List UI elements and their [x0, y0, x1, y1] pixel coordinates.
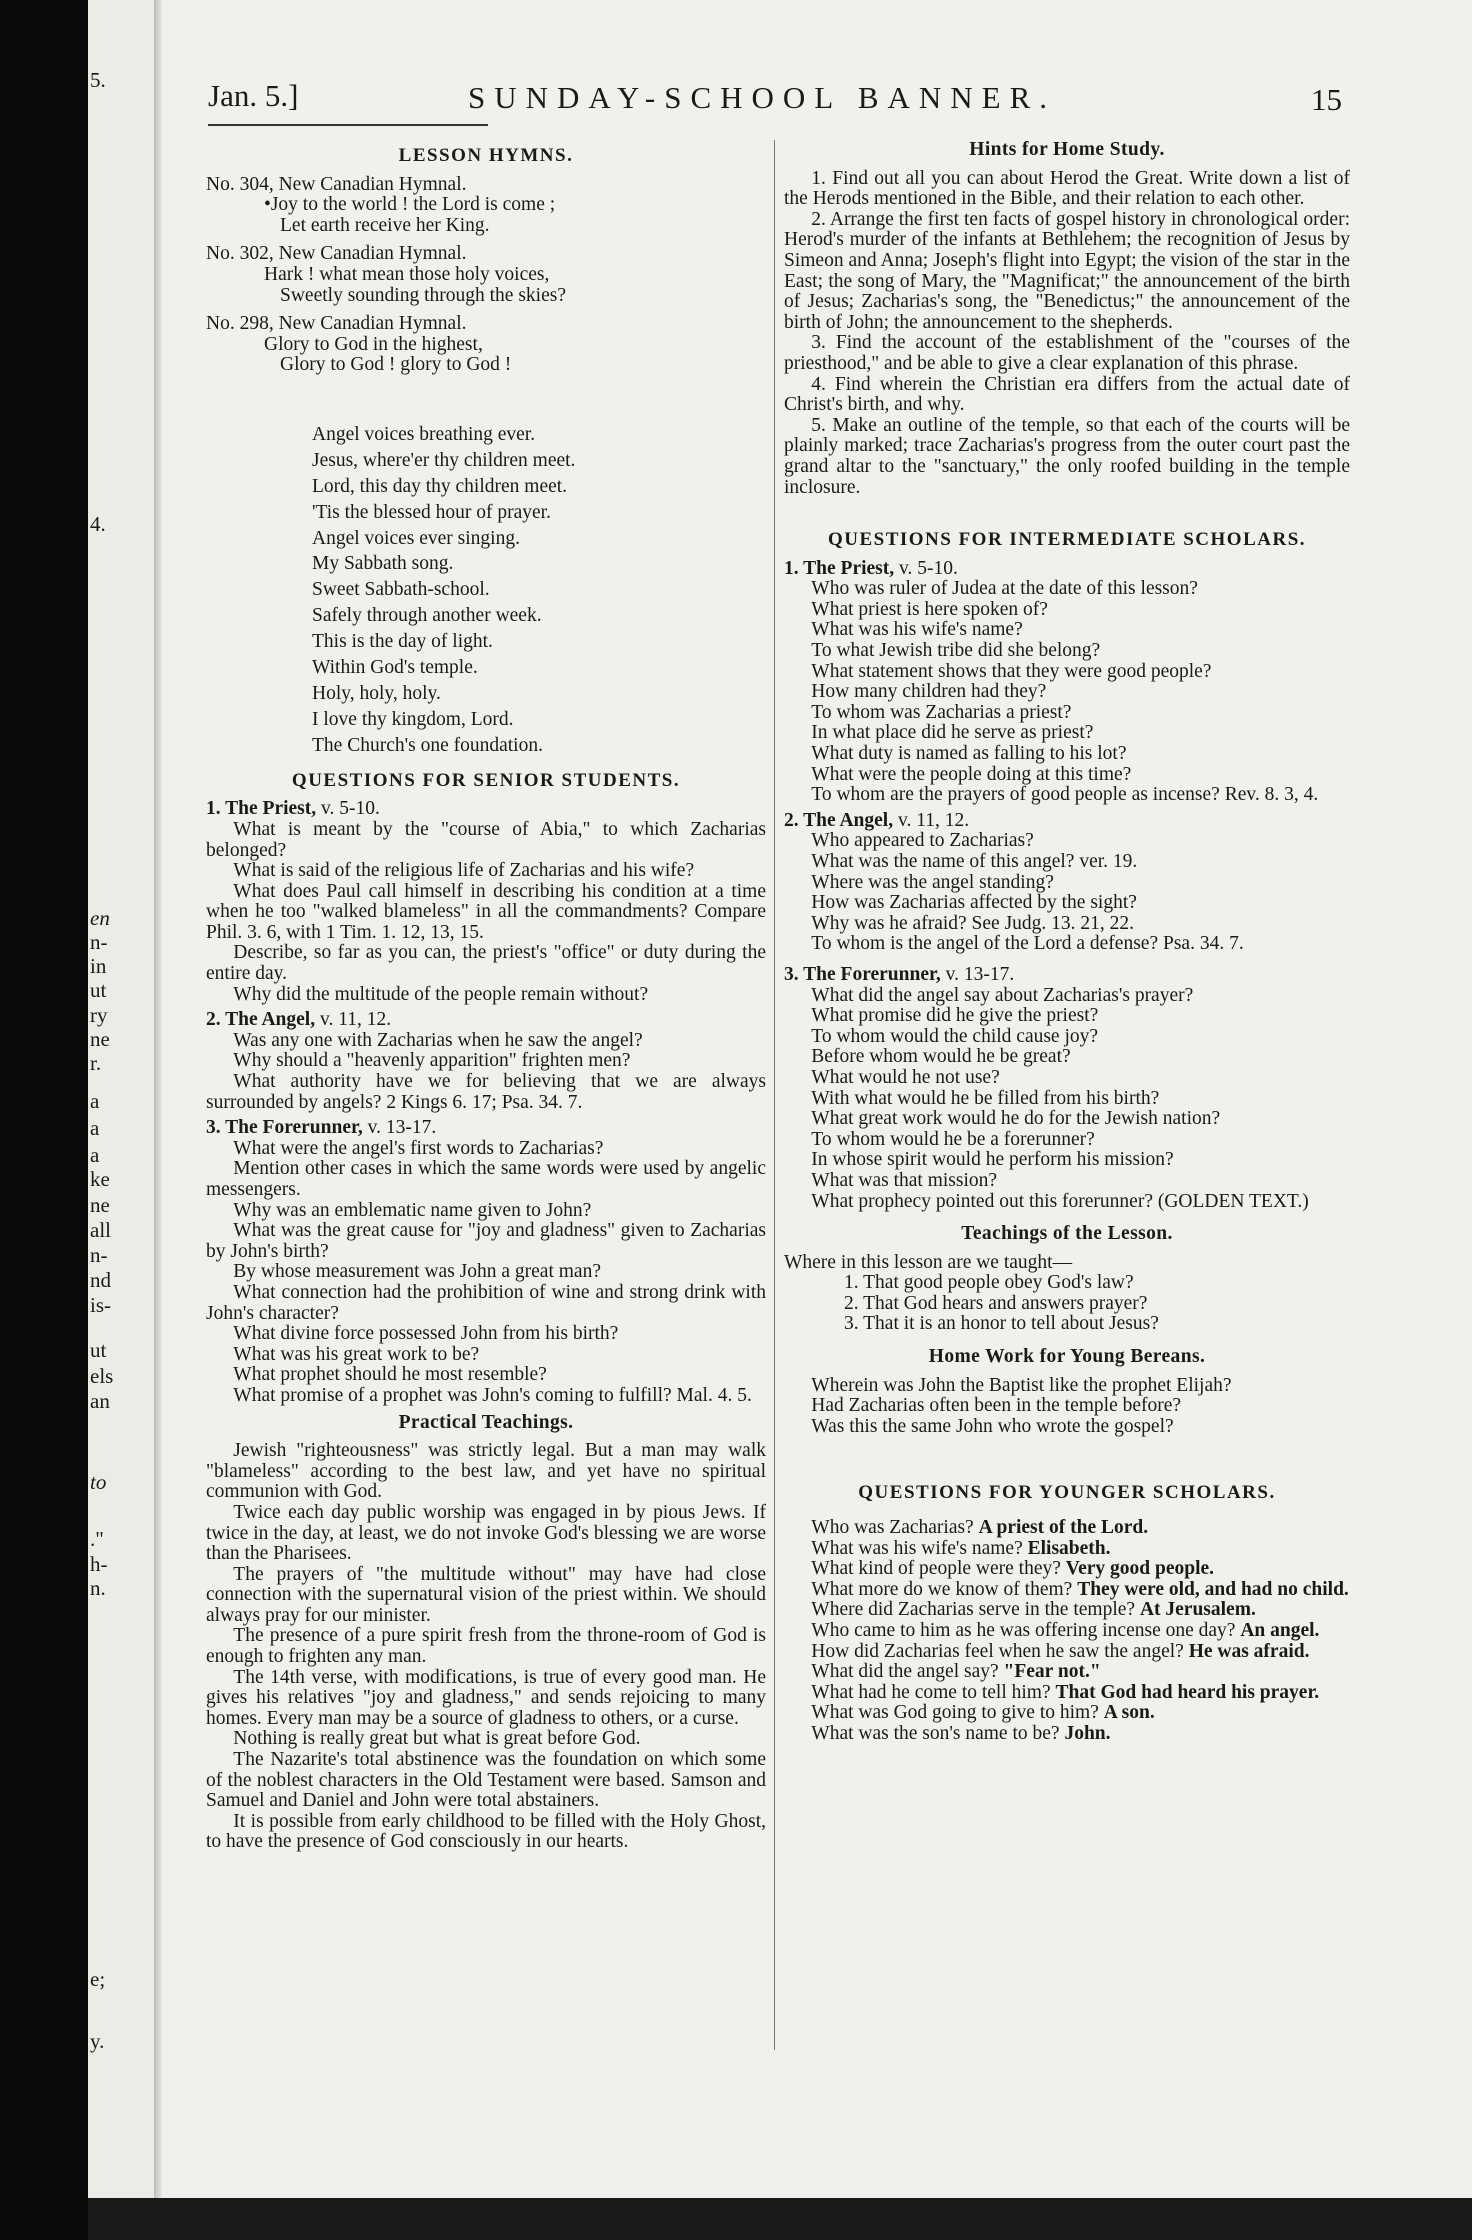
question: How many children had they? [811, 681, 1047, 703]
section-heading [784, 965, 1350, 986]
header-rule [208, 124, 488, 126]
paragraph: 1. Find out all you can about Herod the Great. Write down a list of the Herods mentioned in the Bible, and their relation to each other. [784, 167, 1350, 210]
section-title: The Forerunner, [803, 963, 941, 985]
senior-heading: QUESTIONS FOR SENIOR STUDENTS. [291, 769, 681, 791]
hymn-entry [206, 244, 766, 306]
qa-item [784, 1683, 1350, 1704]
teachings-intro: Where in this lesson are we taught— [784, 1251, 1073, 1273]
right-column [784, 140, 1350, 1745]
section-number: 1. [784, 557, 799, 579]
prev-page-text-fragment: an [90, 1389, 110, 1413]
question: To whom would the child cause joy? [811, 1025, 1099, 1047]
section-verse: v. 11, 12. [319, 1009, 392, 1031]
qa-question: How did Zacharias feel when he saw the angel? [811, 1640, 1184, 1662]
paragraph: Jewish "righteousness" was strictly legal. But a man may walk "blameless" according to the best law, and yet have no spiritual communion with God. [206, 1440, 766, 1503]
question: What connection had the prohibition of wine and strong drink with John's character? [206, 1281, 766, 1324]
hymn-entry [206, 175, 766, 237]
page-sheet [88, 0, 1472, 2240]
prev-page-text-fragment: a [90, 1116, 100, 1140]
qa-answer: He was afraid. [1188, 1640, 1310, 1662]
poem-line: Within God's temple. [312, 657, 478, 679]
poem-line: My Sabbath song. [312, 553, 454, 575]
prev-page-text-fragment: en [90, 906, 110, 930]
qa-item [784, 1518, 1350, 1539]
qa-answer: That God had heard his prayer. [1055, 1681, 1320, 1703]
paragraph: Nothing is really great but what is great before God. [233, 1728, 641, 1750]
left-column [206, 140, 766, 1853]
question: What priest is here spoken of? [811, 598, 1048, 620]
question: In whose spirit would he perform his mission? [811, 1149, 1174, 1171]
question: To whom was Zacharias a priest? [811, 701, 1072, 723]
qa-item [784, 1621, 1350, 1642]
hymn-line: •Joy to the world ! the Lord is come ; [264, 194, 556, 216]
question: What duty is named as falling to his lot? [811, 743, 1127, 765]
section-number: 3. [206, 1117, 221, 1139]
qa-question: Who was Zacharias? [811, 1517, 974, 1539]
prev-page-text-fragment: ne [90, 1193, 110, 1217]
question: To whom would he be a forerunner? [811, 1128, 1095, 1150]
paragraph: The presence of a pure spirit fresh from the throne-room of God is enough to frighten any man. [206, 1625, 766, 1668]
poem-line: Angel voices ever singing. [312, 527, 520, 549]
qa-answer: They were old, and had no child. [1077, 1578, 1349, 1600]
question: With what would he be filled from his birth? [811, 1087, 1160, 1109]
bereans-heading: Home Work for Young Bereans. [928, 1346, 1206, 1368]
qa-question: What was God going to give to him? [811, 1702, 1099, 1724]
question: Before whom would he be great? [811, 1046, 1071, 1068]
question: What statement shows that they were good people? [811, 660, 1212, 682]
poem-list [312, 422, 766, 759]
section-heading [784, 811, 1350, 832]
section-verse: v. 5-10. [321, 798, 380, 820]
question: By whose measurement was John a great man? [233, 1261, 601, 1283]
section-verse: v. 13-17. [367, 1117, 437, 1139]
hymn-line: Let earth receive her King. [280, 214, 490, 236]
poem-line: Holy, holy, holy. [312, 683, 441, 704]
paragraph: 5. Make an outline of the temple, so that each of the courts will be plainly marked; trace Zacharias's progress from the outer court past the grand altar to the "sanctuary," the only roofed building in the temple inclosure. [784, 414, 1350, 498]
qa-item [784, 1539, 1350, 1560]
question: Was this the same John who wrote the gospel? [811, 1415, 1174, 1437]
intermediate-heading: QUESTIONS FOR INTERMEDIATE SCHOLARS. [827, 529, 1307, 551]
prev-page-text-fragment: a [90, 1089, 100, 1113]
qa-answer: Elisabeth. [1027, 1537, 1111, 1559]
publication-title: SUNDAY-SCHOOL BANNER. [468, 80, 1057, 115]
prev-page-text-fragment: nd [90, 1268, 111, 1292]
paragraph: 2. Arrange the first ten facts of gospel history in chronological order: Herod's murder of the infants at Bethlehem; the recognition of Jesus by Simeon and Anna; Joseph's flight into Egypt; the vision of the star in the East; the song of Mary, the "Magnificat;" the announcement of the birth of Jesus; Zacharias's song, the "Benedictus;" the announcement of the birth of John; the announcement to the shepherds. [784, 208, 1350, 333]
qa-answer: A son. [1103, 1702, 1155, 1724]
question: What did the angel say about Zacharias's prayer? [811, 984, 1194, 1006]
section-heading [784, 559, 1350, 580]
question: Mention other cases in which the same words were used by angelic messengers. [206, 1158, 766, 1200]
qa-answer: A priest of the Lord. [978, 1517, 1149, 1539]
question: Where was the angel standing? [811, 871, 1054, 893]
scan-bottom-edge [88, 2198, 1472, 2240]
question: What prophet should he most resemble? [233, 1364, 547, 1386]
paragraph: 4. Find wherein the Christian era differs from the actual date of Christ's birth, and why. [784, 373, 1350, 416]
question: What is said of the religious life of Zacharias and his wife? [233, 860, 695, 882]
prev-page-text-fragment: els [90, 1364, 114, 1388]
question: Why was an emblematic name given to John? [233, 1199, 592, 1221]
qa-question: What had he come to tell him? [811, 1681, 1051, 1703]
question: Why did the multitude of the people remain without? [233, 983, 649, 1005]
qa-answer: Very good people. [1065, 1558, 1215, 1580]
prev-page-text-fragment: y. [90, 2029, 105, 2053]
prev-page-text-fragment: ke [90, 1167, 110, 1191]
paragraph: The 14th verse, with modifications, is true of every good man. He gives his relatives "joy and gladness," and sends rejoicing to many homes. Every man may be a source of gladness to others, or a curse. [206, 1666, 766, 1729]
prev-page-text-fragment: ." [90, 1527, 104, 1551]
prev-page-text-fragment: in [90, 954, 107, 978]
qa-answer: John. [1064, 1722, 1111, 1744]
qa-question: What more do we know of them? [811, 1578, 1073, 1600]
section-heading [206, 799, 766, 820]
question: How was Zacharias affected by the sight? [811, 892, 1137, 914]
qa-answer: "Fear not." [1003, 1661, 1101, 1683]
question: What promise of a prophet was John's coming to fulfill? Mal. 4. 5. [233, 1384, 752, 1406]
poem-line: I love thy kingdom, Lord. [312, 708, 514, 730]
question: What were the people doing at this time? [811, 763, 1132, 785]
prev-page-text-fragment: r. [90, 1051, 102, 1075]
prev-page-text-fragment: n- [90, 930, 108, 954]
question: Was any one with Zacharias when he saw the angel? [233, 1029, 643, 1051]
prev-page-text-fragment: n. [90, 1576, 106, 1600]
section-verse: v. 11, 12. [897, 809, 970, 831]
poem-line: Sweet Sabbath-school. [312, 579, 490, 601]
question: Who appeared to Zacharias? [811, 830, 1034, 852]
qa-item [784, 1559, 1350, 1580]
prev-page-text-fragment: all [90, 1218, 111, 1242]
poem-line: Angel voices breathing ever. [312, 423, 536, 445]
section-verse: v. 5-10. [899, 557, 958, 579]
list-item: 1. That good people obey God's law? [844, 1272, 1134, 1294]
lesson-hymns-heading: LESSON HYMNS. [398, 145, 574, 166]
qa-question: Where did Zacharias serve in the temple? [811, 1599, 1136, 1621]
hymn-line: Glory to God in the highest, [264, 333, 483, 355]
section-title: The Angel, [225, 1009, 316, 1031]
section-heading [206, 1010, 766, 1031]
section-title: The Priest, [225, 798, 317, 820]
hymn-line: Glory to God ! glory to God ! [280, 354, 512, 376]
section-title: The Priest, [803, 557, 895, 579]
paragraph: Twice each day public worship was engaged in by pious Jews. If twice in the day, at least, we do not invoke God's blessing we are worse than the Pharisees. [206, 1501, 766, 1565]
section-title: The Angel, [803, 809, 894, 831]
question: To whom is the angel of the Lord a defense? Psa. 34. 7. [811, 933, 1244, 955]
section-heading [206, 1118, 766, 1139]
question: Had Zacharias often been in the temple before? [811, 1395, 1182, 1417]
poem-line: Lord, this day thy children meet. [312, 475, 568, 497]
prev-page-text-fragment: e; [90, 1967, 106, 1991]
question: What does Paul call himself in describing his condition at a time when he too "walked blameless" in all the commandments? Compare Phil. 3. 6, with 1 Tim. 1. 12, 13, 15. [206, 880, 766, 943]
question: What were the angel's first words to Zacharias? [233, 1137, 604, 1159]
question: What prophecy pointed out this forerunner? (GOLDEN TEXT.) [811, 1190, 1309, 1212]
prev-page-text-fragment: ry [90, 1003, 108, 1027]
hints-heading: Hints for Home Study. [969, 139, 1165, 160]
paragraph: The prayers of "the multitude without" may have had close connection with the supernatural vision of the priest within. We should always pray for our minister. [206, 1563, 766, 1626]
prev-page-text-fragment: 5. [90, 68, 106, 92]
hymn-entry [206, 314, 766, 376]
paragraph: 3. Find the account of the establishment of the "courses of the priesthood," and be able to give a clear explanation of this phrase. [784, 332, 1350, 374]
prev-page-text-fragment: 4. [90, 512, 106, 536]
practical-teachings-heading: Practical Teachings. [398, 1411, 574, 1433]
qa-item [784, 1580, 1350, 1601]
section-number: 2. [206, 1009, 221, 1031]
prev-page-text-fragment: h- [90, 1552, 108, 1576]
qa-item [784, 1600, 1350, 1621]
qa-answer: At Jerusalem. [1139, 1599, 1256, 1621]
question: What great work would he do for the Jewish nation? [811, 1108, 1221, 1130]
poem-line: Safely through another week. [312, 605, 542, 627]
previous-page-strip [88, 0, 154, 2198]
prev-page-text-fragment: ut [90, 978, 107, 1002]
list-item: 2. That God hears and answers prayer? [844, 1292, 1148, 1314]
running-header [208, 78, 1368, 122]
qa-question: What did the angel say? [811, 1661, 999, 1683]
prev-page-text-fragment: n- [90, 1243, 108, 1267]
poem-line: Jesus, where'er thy children meet. [312, 449, 576, 471]
page-fold [154, 0, 162, 2198]
question: What divine force possessed John from his birth? [233, 1323, 619, 1345]
column-divider [774, 140, 775, 2050]
issue-date: Jan. 5.] [208, 78, 299, 113]
question: Wherein was John the Baptist like the prophet Elijah? [811, 1374, 1232, 1396]
question: What was his great work to be? [233, 1343, 480, 1365]
list-item: 3. That it is an honor to tell about Jesus? [844, 1313, 1159, 1335]
teachings-list [844, 1273, 1350, 1335]
question: To whom are the prayers of good people as incense? Rev. 8. 3, 4. [811, 784, 1319, 806]
question: What was his wife's name? [811, 619, 1023, 641]
poem-line: The Church's one foundation. [312, 734, 543, 756]
prev-page-text-fragment: to [90, 1470, 107, 1494]
section-number: 2. [784, 809, 799, 831]
poem-line: 'Tis the blessed hour of prayer. [312, 501, 551, 523]
qa-item [784, 1703, 1350, 1724]
poem-line: This is the day of light. [312, 631, 493, 653]
prev-page-text-fragment: is- [90, 1293, 111, 1317]
section-title: The Forerunner, [225, 1117, 363, 1139]
question: What is meant by the "course of Abia," to which Zacharias belonged? [206, 818, 766, 861]
younger-heading: QUESTIONS FOR YOUNGER SCHOLARS. [858, 1482, 1276, 1504]
question: What authority have we for believing that we are always surrounded by angels? 2 Kings 6. 17; Psa. 34. 7. [206, 1071, 766, 1113]
question: Who was ruler of Judea at the date of this lesson? [811, 578, 1198, 600]
teachings-heading: Teachings of the Lesson. [961, 1223, 1173, 1245]
question: What was that mission? [811, 1169, 998, 1191]
qa-question: What kind of people were they? [811, 1558, 1061, 1580]
section-number: 3. [784, 963, 799, 985]
qa-question: Who came to him as he was offering incense one day? [811, 1620, 1236, 1641]
hymn-line: Hark ! what mean those holy voices, [264, 263, 550, 285]
hymn-line: Sweetly sounding through the skies? [280, 284, 566, 306]
page-number: 15 [1311, 82, 1342, 117]
prev-page-text-fragment: ne [90, 1027, 110, 1051]
hymn-number: No. 304, New Canadian Hymnal. [206, 173, 467, 195]
question: Why should a "heavenly apparition" frighten men? [233, 1050, 631, 1072]
section-verse: v. 13-17. [945, 963, 1015, 985]
qa-question: What was the son's name to be? [811, 1722, 1060, 1744]
paragraph: It is possible from early childhood to be filled with the Holy Ghost, to have the presence of God consciously in our hearts. [206, 1810, 766, 1853]
qa-item [784, 1662, 1350, 1683]
question: Describe, so far as you can, the priest's "office" or duty during the entire day. [206, 942, 766, 985]
question: In what place did he serve as priest? [811, 722, 1094, 744]
hymn-number: No. 302, New Canadian Hymnal. [206, 243, 467, 265]
question: To what Jewish tribe did she belong? [811, 640, 1101, 662]
question: What would he not use? [811, 1066, 1000, 1088]
question: What promise did he give the priest? [811, 1005, 1099, 1027]
qa-answer: An angel. [1240, 1620, 1320, 1641]
question: What was the great cause for "joy and gladness" given to Zacharias by John's birth? [206, 1220, 766, 1262]
qa-question: What was his wife's name? [811, 1537, 1023, 1559]
hymn-number: No. 298, New Canadian Hymnal. [206, 313, 467, 335]
prev-page-text-fragment: ut [90, 1338, 107, 1362]
qa-item [784, 1642, 1350, 1663]
section-number: 1. [206, 798, 221, 820]
prev-page-text-fragment: a [90, 1143, 100, 1167]
qa-item [784, 1724, 1350, 1745]
paragraph: The Nazarite's total abstinence was the foundation on which some of the noblest characters in the Old Testament were based. Samson and Samuel and Daniel and John were total abstainers. [206, 1749, 766, 1812]
question: What was the name of this angel? ver. 19. [811, 851, 1138, 872]
question: Why was he afraid? See Judg. 13. 21, 22. [811, 912, 1135, 934]
